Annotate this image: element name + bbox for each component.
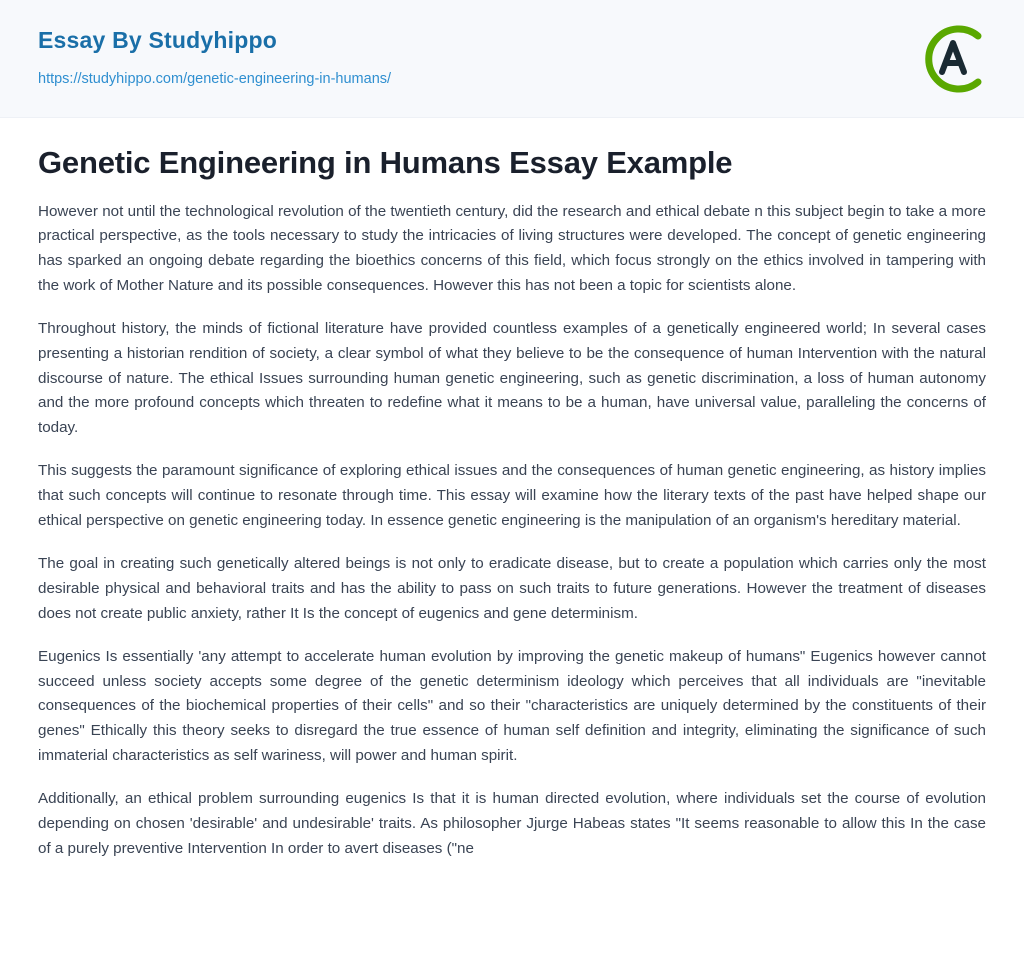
source-url[interactable]: https://studyhippo.com/genetic-engineering-in-humans/: [38, 71, 392, 88]
article-paragraph: Additionally, an ethical problem surrounding eugenics Is that it is human directed evolution, where individuals set the course of evolution depending on chosen 'desirable' and undesirable' traits. As philosopher Jjurge Habeas states "It seems reasonable to allow this In the case of a purely preventive Intervention In order to avert diseases ("ne: [38, 790, 986, 857]
letter-a-circle-logo-icon: [916, 22, 990, 96]
site-header: [0, 0, 1024, 118]
page-title: Genetic Engineering in Humans Essay Example: [38, 145, 733, 180]
article-paragraph: Throughout history, the minds of fictional literature have provided countless examples of a genetically engineered world; In several cases presenting a historian rendition of society, a clear symbol of what they believe to be the consequence of human Intervention with the natural discourse of nature. The ethical Issues surrounding human genetic engineering, such as genetic discrimination, a loss of human autonomy and the more profound concepts which threaten to redefine what it means to be a human, have universal value, paralleling the concerns of today.: [38, 320, 986, 436]
article-paragraph: Eugenics Is essentially 'any attempt to accelerate human evolution by improving the genetic makeup of humans" Eugenics however cannot succeed unless society accepts some degree of the genetic determinism ideology which perceives that all individuals are "inevitable consequences of the biochemical properties of their cells" and so their "characteristics are uniquely determined by the constituents of their genes" Ethically this theory seeks to disregard the true essence of human self definition and integrity, eliminating the significance of such immaterial characteristics as self wariness, will power and human spirit.: [38, 648, 986, 764]
site-brand: Essay By Studyhippo: [38, 27, 277, 53]
article-paragraph: However not until the technological revolution of the twentieth century, did the research and ethical debate n this subject begin to take a more practical perspective, as the tools necessary to study the intricacies of living structures were developed. The concept of genetic engineering has sparked an ongoing debate regarding the bioethics concerns of this field, which focus strongly on the ethics involved in tampering with the work of Mother Nature and its possible consequences. However this has not been a topic for scientists alone.: [38, 202, 986, 294]
article-body: [0, 118, 1024, 891]
article-paragraph: The goal in creating such genetically altered beings is not only to eradicate disease, but to create a population which carries only the most desirable physical and behavioral traits and has the ability to pass on such traits to future generations. However the treatment of diseases does not create public anxiety, rather It Is the concept of eugenics and gene determinism.: [38, 555, 986, 622]
article-paragraph: This suggests the paramount significance of exploring ethical issues and the consequences of human genetic engineering, as history implies that such concepts will continue to resonate through time. This essay will examine how the literary texts of the past have helped shape our ethical perspective on genetic engineering today. In essence genetic engineering is the manipulation of an organism's hereditary material.: [38, 462, 986, 529]
